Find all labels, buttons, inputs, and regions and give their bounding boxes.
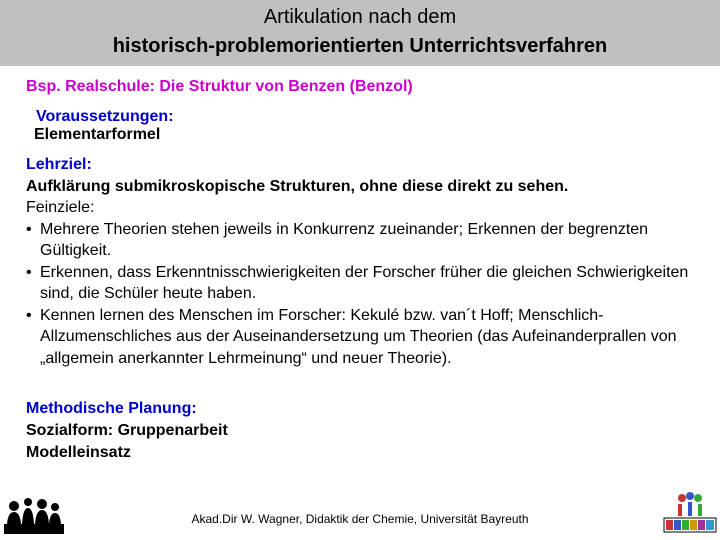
learning-goal-main: Aufklärung submikroskopische Strukturen, ohne diese direkt zu sehen. [26, 177, 569, 195]
footer-text: Akad.Dir W. Wagner, Didaktik der Chemie, Universität Bayreuth [191, 512, 529, 526]
model-text: Modelleinsatz [26, 444, 131, 461]
fine-goals-list [26, 219, 706, 370]
social-form-text: Sozialform: Gruppenarbeit [26, 422, 228, 439]
bullet: • [26, 263, 32, 281]
page-title-line2: historisch-problemorientierten Unterrichtsverfahren [112, 35, 608, 57]
learning-goal-heading: Lehrziel: [26, 156, 92, 173]
fine-goals-heading: Feinziele: [26, 199, 95, 216]
list-item-text: Kennen lernen des Menschen im Forscher: Kekulé bzw. van´t Hoff; Menschlich-Allzumenschliches aus der Auseinandersetzung um Theorien (das Aufeinanderprallen von „allgemein anerkannter Lehrmeinung“ und neuer Theorie). [40, 306, 677, 367]
bullet: • [26, 306, 32, 324]
list-item [26, 219, 706, 262]
list-item [26, 262, 706, 305]
list-item-text: Erkennen, dass Erkenntnisschwierigkeiten der Forscher früher die gleichen Schwierigkeiten sind, die Schüler heute haben. [40, 263, 689, 302]
prerequisites-text: Elementarformel [34, 126, 161, 143]
list-item [26, 305, 706, 370]
page-title-line1: Artikulation nach dem [263, 6, 457, 28]
example-heading: Bsp. Realschule: Die Struktur von Benzen (Benzol) [26, 78, 413, 95]
didaktik-logo [662, 492, 718, 536]
learning-goal-section [26, 154, 706, 369]
list-item-text: Mehrere Theorien stehen jeweils in Konkurrenz zueinander; Erkennen der begrenzten Gültigkeit. [40, 220, 649, 259]
method-heading: Methodische Planung: [26, 400, 197, 417]
bullet: • [26, 220, 32, 238]
title-bar [0, 0, 720, 66]
prerequisites-heading: Voraussetzungen: [36, 108, 174, 125]
method-section [26, 398, 228, 464]
